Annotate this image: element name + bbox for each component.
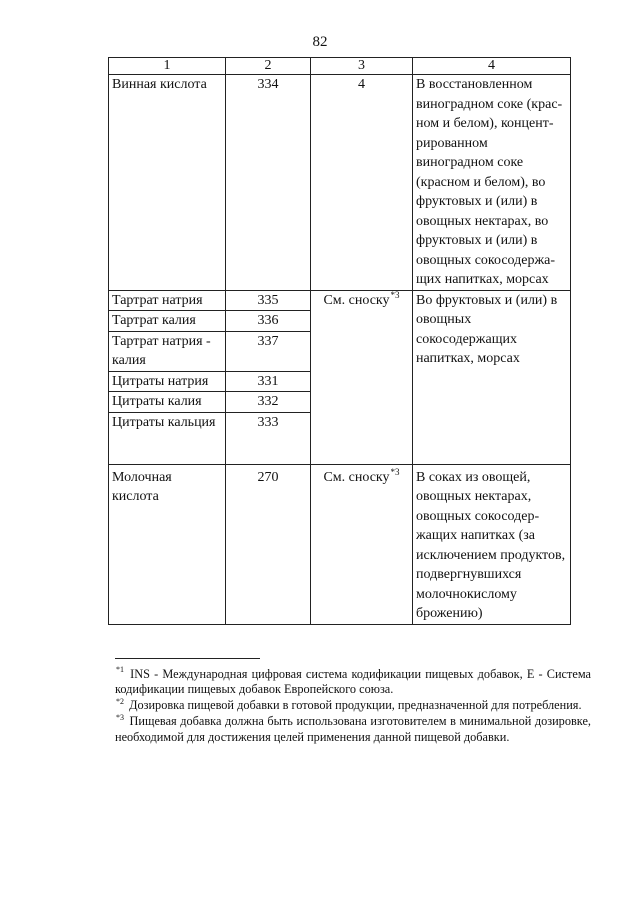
header-cell: 2 [226, 58, 311, 75]
additive-usage: Во фруктовых и (или) в овощных сокосодержащих напитках, морсах [413, 290, 571, 464]
additive-code: 331 [226, 371, 311, 392]
additive-name: Тартрат натрия [109, 290, 226, 311]
footnote-text: INS - Международная цифровая система кодификации пищевых добавок, Е - Система кодификации пищевых добавок Европейского союза. [115, 666, 591, 696]
footnote-mark: *3 [116, 713, 124, 723]
additive-name: Цитраты калия [109, 392, 226, 413]
additive-name: Тартрат натрия - калия [109, 331, 226, 371]
additive-dose [311, 464, 413, 624]
additive-code: 336 [226, 311, 311, 332]
footnote [115, 714, 591, 745]
food-additives-table [108, 57, 571, 625]
footnote-mark: *1 [116, 665, 124, 675]
footnote [115, 667, 591, 698]
additive-name: Тартрат калия [109, 311, 226, 332]
additive-dose: 4 [311, 75, 413, 291]
additive-dose [311, 290, 413, 464]
additive-usage: В восстановленном виноградном соке (крас-ном и белом), концент-рированном виноградном соке (красном и белом), во фруктовых и (или) в овощных нектарах, во фруктовых и (или) в овощных сокосодержа-щих напитках, морсах [413, 75, 571, 291]
additive-code: 335 [226, 290, 311, 311]
table-row [109, 75, 571, 291]
additive-code: 332 [226, 392, 311, 413]
footnote-ref: *3 [390, 289, 400, 300]
table-row [109, 290, 571, 311]
table-header-row [109, 58, 571, 75]
header-cell: 4 [413, 58, 571, 75]
page-number: 82 [312, 34, 328, 50]
header-cell: 3 [311, 58, 413, 75]
dose-text: См. сноску [323, 469, 390, 485]
additive-name: Цитраты кальция [109, 412, 226, 464]
header-cell: 1 [109, 58, 226, 75]
footnote-mark: *2 [116, 697, 124, 706]
additive-name: Винная кислота [109, 75, 226, 291]
footnote-ref: *3 [390, 466, 400, 477]
additive-code: 337 [226, 331, 311, 371]
additive-name: Молочная кислота [109, 464, 226, 624]
footnote [115, 698, 591, 713]
additive-code: 270 [226, 464, 311, 624]
additive-code: 333 [226, 412, 311, 464]
footnote-text: Дозировка пищевой добавки в готовой продукции, предназначенной для потребления. [129, 698, 582, 713]
additive-name: Цитраты натрия [109, 371, 226, 392]
table-row [109, 464, 571, 624]
additive-code: 334 [226, 75, 311, 291]
footnote-text: Пищевая добавка должна быть использована изготовителем в минимальной дозировке, необходимой для достижения целей применения данной пищевой добавки. [115, 714, 591, 744]
footnotes [115, 667, 591, 766]
footnote-separator [115, 658, 260, 659]
dose-text: См. сноску [323, 292, 390, 308]
additive-usage: В соках из овощей, овощных нектарах, овощных сокосодер-жащих напитках (за исключением продуктов, подвергнувшихся молочнокислому брожению) [413, 464, 571, 624]
